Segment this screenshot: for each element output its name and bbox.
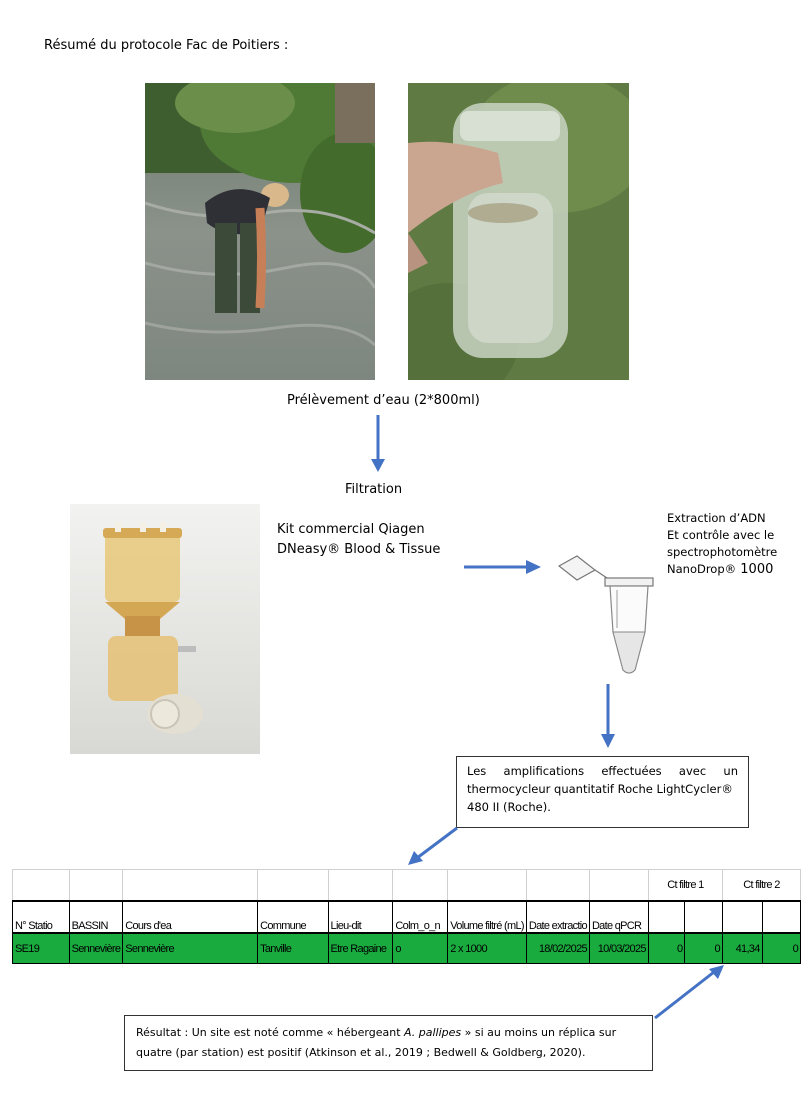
cell-colm: o <box>393 933 448 964</box>
filter-unit-photo <box>70 504 260 754</box>
cell-ct1-a: 0 <box>648 933 685 964</box>
cell-volume: 2 x 1000 <box>448 933 527 964</box>
table-cell <box>328 870 393 902</box>
result-species: A. pallipes <box>404 1026 462 1039</box>
arrow-right-icon <box>464 559 542 575</box>
result-suffix: » si au moins un réplica sur <box>461 1026 617 1039</box>
amplification-line-1 <box>467 762 738 780</box>
header-cours-eau: Cours d'ea <box>123 901 258 933</box>
cell-station: SE19 <box>13 933 70 964</box>
extraction-description <box>667 510 777 578</box>
word: un <box>723 764 738 778</box>
table-cell <box>123 870 258 902</box>
results-table <box>12 869 801 964</box>
arrow-diagonal-up-icon <box>652 962 728 1020</box>
extraction-line-1: Extraction d’ADN <box>667 511 766 525</box>
header-ct1-b <box>685 901 723 933</box>
kit-line-1: Kit commercial Qiagen <box>277 522 425 537</box>
table-cell <box>69 870 123 902</box>
header-ct1-a <box>648 901 685 933</box>
amplification-line-3: 480 II (Roche). <box>467 800 551 814</box>
cell-lieu-dit: Etre Ragaine <box>328 933 393 964</box>
ct-filter-2-header: Ct filtre 2 <box>722 870 800 902</box>
microtube-illustration <box>555 552 655 678</box>
result-line-1 <box>136 1023 641 1043</box>
table-group-header-row <box>13 870 801 902</box>
nanodrop-model: 1000 <box>736 562 774 577</box>
arrow-diagonal-icon <box>405 826 459 868</box>
result-line-2: quatre (par station) est positif (Atkinson et al., 2019 ; Bedwell & Goldberg, 2020). <box>136 1046 586 1059</box>
header-lieu-dit: Lieu-dit <box>328 901 393 933</box>
header-ct2-b <box>762 901 800 933</box>
header-date-extraction: Date extractio <box>526 901 589 933</box>
river-sampling-photo <box>145 83 375 380</box>
word: avec <box>678 764 707 778</box>
amplification-line-2: thermocycleur quantitatif Roche LightCycler® <box>467 782 733 796</box>
water-jar-photo <box>408 83 629 380</box>
table-cell <box>448 870 527 902</box>
cell-bassin: Sennevière <box>69 933 123 964</box>
header-bassin: BASSIN <box>69 901 123 933</box>
header-commune: Commune <box>258 901 328 933</box>
cell-ct2-a: 41,34 <box>722 933 762 964</box>
extraction-line-4 <box>667 561 777 578</box>
ct-filter-1-header: Ct filtre 1 <box>648 870 722 902</box>
table-header-row <box>13 901 801 933</box>
table-cell <box>393 870 448 902</box>
table-cell <box>258 870 328 902</box>
cell-date-extraction: 18/02/2025 <box>526 933 589 964</box>
extraction-line-2: Et contrôle avec le <box>667 528 775 542</box>
table-cell <box>589 870 648 902</box>
header-volume: Volume filtré (mL) <box>448 901 527 933</box>
page-title: Résumé du protocole Fac de Poitiers : <box>44 38 289 53</box>
result-box <box>124 1015 653 1071</box>
step1-caption: Prélèvement d’eau (2*800ml) <box>287 393 480 408</box>
arrow-down-icon-2 <box>600 684 616 750</box>
cell-ct1-b: 0 <box>685 933 723 964</box>
cell-cours-eau: Sennevière <box>123 933 258 964</box>
word: amplifications <box>503 764 585 778</box>
step2-caption: Filtration <box>345 482 403 497</box>
cell-commune: Tanville <box>258 933 328 964</box>
nanodrop-label: NanoDrop® <box>667 562 737 576</box>
arrow-down-icon <box>370 415 386 473</box>
table-cell <box>13 870 70 902</box>
header-station: N° Statio <box>13 901 70 933</box>
table-row <box>13 933 801 964</box>
header-colm: Colm_o_n <box>393 901 448 933</box>
kit-description <box>277 520 440 560</box>
table-cell <box>526 870 589 902</box>
result-prefix: Résultat : Un site est noté comme « hébergeant <box>136 1026 405 1039</box>
cell-date-qpcr: 10/03/2025 <box>589 933 648 964</box>
word: Les <box>467 764 487 778</box>
header-ct2-a <box>722 901 762 933</box>
kit-line-2: DNeasy® Blood & Tissue <box>277 542 441 557</box>
header-date-qpcr: Date qPCR <box>589 901 648 933</box>
extraction-line-3: spectrophotomètre <box>667 545 778 559</box>
amplification-box <box>456 756 749 828</box>
cell-ct2-b: 0 <box>762 933 800 964</box>
word: effectuées <box>601 764 662 778</box>
